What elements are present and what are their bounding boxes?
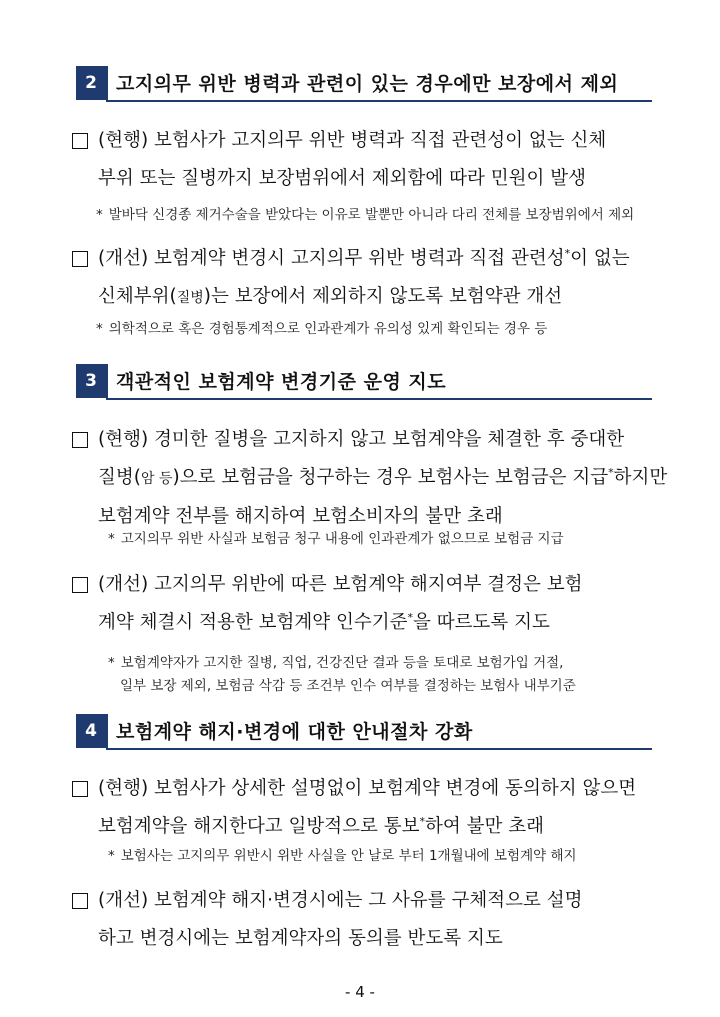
checkbox-icon [72,577,88,593]
section-4-header [76,714,652,750]
checkbox-icon [72,781,88,797]
section-number: 3 [76,364,106,398]
header-underline [106,748,652,750]
checkbox-icon [72,893,88,909]
section-number: 2 [76,66,106,100]
header-underline [106,100,652,102]
s2-improve-item: (개선) 보험계약 변경시 고지의무 위반 병력과 직접 관련성*이 없는 신체부위(질병)는 보장에서 제외하지 않도록 보험약관 개선 [72,240,656,317]
checkbox-icon [72,432,88,448]
s3-note-2-cont: 일부 보장 제외, 보험금 삭감 등 조건부 인수 여부를 결정하는 보험사 내부기준 [120,678,576,694]
checkbox-icon [72,251,88,267]
section-title: 객관적인 보험계약 변경기준 운영 지도 [116,371,447,393]
s2-note-2: * 의학적으로 혹은 경험통계적으로 인과관계가 유의성 있게 확인되는 경우 등 [96,321,548,337]
page-number: - 4 - [345,983,375,1001]
s2-note-1: * 발바닥 신경종 제거수술을 받았다는 이유로 발뿐만 아니라 다리 전체를 보장범위에서 제외 [96,207,635,223]
s4-improve-item: (개선) 보험계약 해지·변경시에는 그 사유를 구체적으로 설명 하고 변경시에는 보험계약자의 동의를 반도록 지도 [72,882,656,958]
section-title: 고지의무 위반 병력과 관련이 있는 경우에만 보장에서 제외 [116,73,619,95]
checkbox-icon [72,133,88,149]
header-rule [106,714,108,748]
s2-current-item: (현행) 보험사가 고지의무 위반 병력과 직접 관련성이 없는 신체 부위 또는 질병까지 보장범위에서 제외함에 따라 민원이 발생 [72,122,656,198]
s3-improve-item: (개선) 고지의무 위반에 따른 보험계약 해지여부 결정은 보험 계약 체결시 적용한 보험계약 인수기준*을 따르도록 지도 [72,566,656,642]
s3-note-1: * 고지의무 위반 사실과 보험금 청구 내용에 인과관계가 없으므로 보험금 지급 [108,531,564,547]
header-underline [106,398,652,400]
s4-note-1: * 보험사는 고지의무 위반시 위반 사실을 안 날로 부터 1개월내에 보험계약 해지 [108,848,577,864]
s4-current-item: (현행) 보험사가 상세한 설명없이 보험계약 변경에 동의하지 않으면 보험계약을 해지한다고 일방적으로 통보*하여 불만 초래 [72,770,656,846]
section-title: 보험계약 해지·변경에 대한 안내절차 강화 [116,721,473,743]
header-rule [106,66,108,100]
header-rule [106,364,108,398]
section-3-header [76,364,652,400]
section-2-header [76,66,652,102]
section-number: 4 [76,714,106,748]
s3-note-2: * 보험계약자가 고지한 질병, 직업, 건강진단 결과 등을 토대로 보험가입 거절, [108,655,564,671]
s3-current-item: (현행) 경미한 질병을 고지하지 않고 보험계약을 체결한 후 중대한 질병(암 등)으로 보험금을 청구하는 경우 보험사는 보험금은 지급*하지만 보험계약 전부를 해지하여 보험소비자의 불만 초래 [72,421,656,536]
